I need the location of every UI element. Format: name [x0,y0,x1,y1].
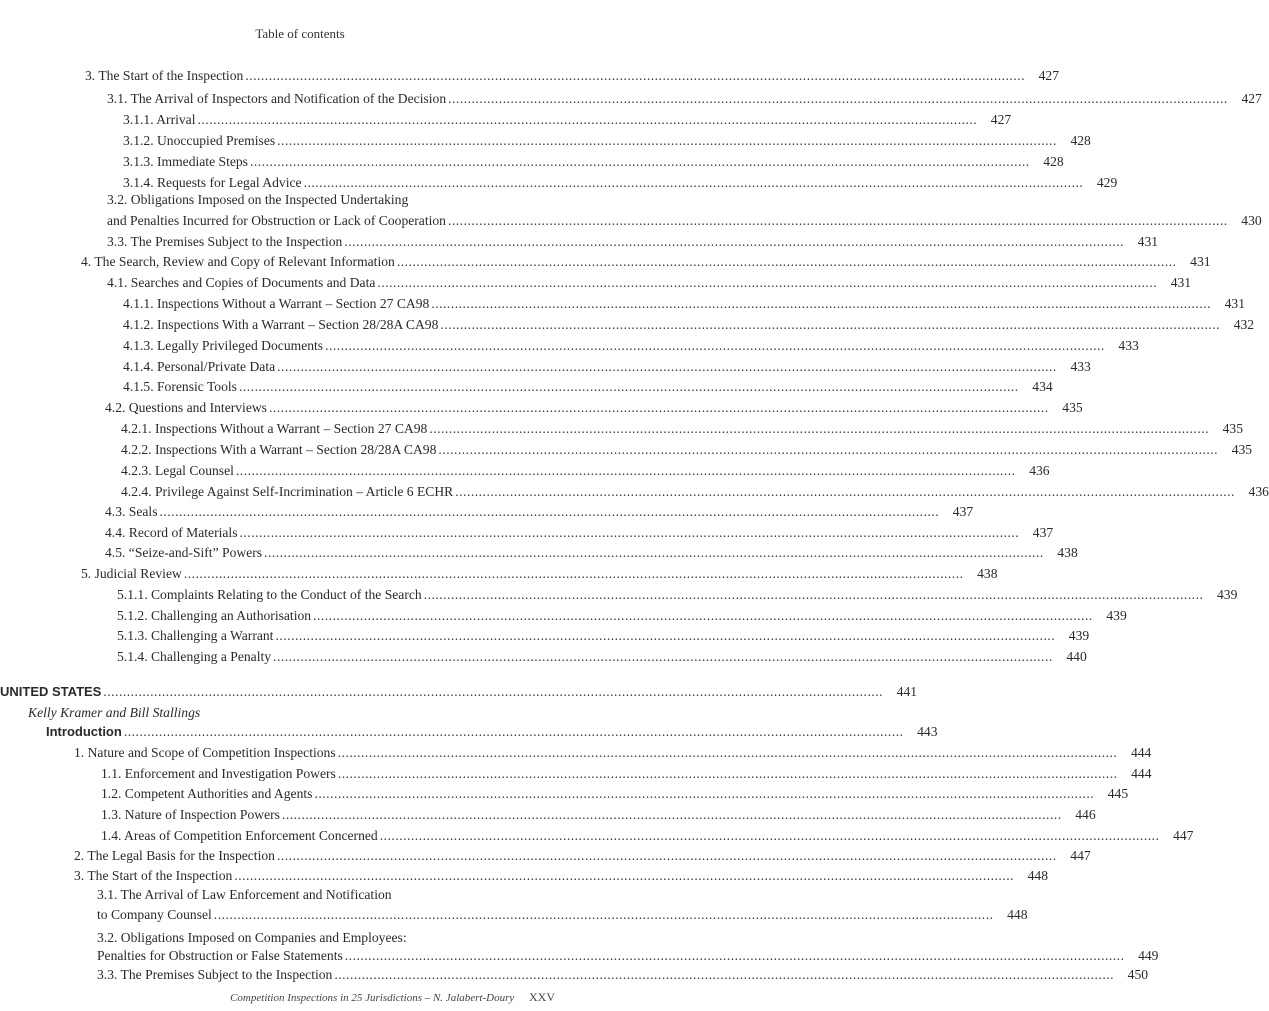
toc-entry-label: 4. The Search, Review and Copy of Relevant Information [81,254,395,269]
toc-entry [85,66,1059,86]
toc-entry-label: UNITED STATES [0,684,102,699]
toc-entry [117,626,1090,646]
toc-entry-page: 448 [1027,868,1048,883]
toc-entry [105,523,1054,543]
toc-entry-label: 3. The Start of the Inspection [85,68,244,83]
toc-entry [81,252,1211,272]
toc-entry-label: 4.1.4. Personal/Private Data [123,359,276,374]
toc-entry-label: 5.1.2. Challenging an Authorisation [117,608,312,623]
toc-entry-page: 440 [1066,649,1087,664]
toc-entry-label: 3.1. The Arrival of Inspectors and Notification of the Decision [107,91,447,106]
toc-entry-page: 449 [1138,948,1159,963]
toc-entry-label: 4.2. Questions and Interviews [105,400,267,415]
toc-entry-label: 1. Nature and Scope of Competition Inspections [74,745,336,760]
toc-entry [117,606,1127,626]
toc-entry-page: 438 [1057,545,1078,560]
toc-entry [107,273,1192,293]
toc-entry-page: 435 [1222,421,1244,436]
footer-page-number: XXV [529,990,555,1004]
toc-entry-page: 435 [1062,400,1083,415]
dot-leader: ........................................................................................................................................................................................................ [275,628,1056,643]
toc-entry-page: 432 [1233,317,1255,332]
toc-entry [107,232,1159,252]
dot-leader: ........................................................................................................................................................................................................ [234,868,1014,883]
dot-leader: ........................................................................................................................................................................................................ [447,213,1228,228]
toc-entry [107,89,1262,109]
dot-leader: ........................................................................................................................................................................................................ [448,91,1228,106]
toc-entry [117,585,1238,605]
dot-leader: ........................................................................................................................................................................................................ [277,133,1057,148]
toc-entry-label: Introduction [46,724,122,739]
toc-entry-page: 446 [1075,807,1096,822]
toc-entry-label: 5.1.3. Challenging a Warrant [117,628,274,643]
dot-leader: ........................................................................................................................................................................................................ [438,442,1219,457]
dot-leader: ........................................................................................................................................................................................................ [273,649,1053,664]
dot-leader: ........................................................................................................................................................................................................ [455,484,1235,499]
dot-leader: ........................................................................................................................................................................................................ [334,967,1115,982]
page-header: Table of contents [255,26,345,41]
toc-entry [123,131,1091,151]
toc-entry-page: 428 [1043,154,1064,169]
toc-entry-page: 430 [1241,213,1262,228]
toc-entry [74,866,1048,886]
toc-entry [123,336,1139,356]
toc-entry [101,764,1152,784]
toc-entry-page: 429 [1096,175,1118,190]
dot-leader: ........................................................................................................................................................................................................ [245,68,1025,83]
dot-leader: ........................................................................................................................................................................................................ [183,566,964,581]
toc-entry-page: 439 [1216,587,1238,602]
toc-entry-page: 444 [1131,766,1152,781]
toc-entry-label: 3.1.4. Requests for Legal Advice [123,175,302,190]
toc-entry-label: 4.2.2. Inspections With a Warrant – Section 28/28A CA98 [121,442,437,457]
toc-entry [105,398,1083,418]
toc-entry [97,965,1149,985]
toc-entry [123,152,1064,172]
dot-leader: ........................................................................................................................................................................................................ [159,504,940,519]
dot-leader: ........................................................................................................................................................................................................ [431,296,1212,311]
toc-entry [101,784,1129,804]
toc-entry-page: 433 [1118,338,1139,353]
toc-entry-page: 438 [977,566,998,581]
toc-entry [123,377,1053,397]
toc-entry [97,928,560,948]
toc-entry-page: 436 [1029,463,1050,478]
toc-entry-label: 3.3. The Premises Subject to the Inspection [107,234,343,249]
toc-entry-page: 428 [1070,133,1091,148]
toc-entry-label: 1.1. Enforcement and Investigation Powers [101,766,336,781]
toc-entry-page: 433 [1070,359,1091,374]
dot-leader: ........................................................................................................................................................................................................ [249,154,1030,169]
toc-entry-page: 447 [1173,828,1194,843]
dot-leader: ........................................................................................................................................................................................................ [429,421,1210,436]
page-footer [230,990,555,1005]
toc-entry-label: 4.1.3. Legally Privileged Documents [123,338,324,353]
toc-entry [121,440,1253,460]
dot-leader: ........................................................................................................................................................................................................ [440,317,1221,332]
toc-entry-label: 2. The Legal Basis for the Inspection [74,848,275,863]
dot-leader: ........................................................................................................................................................................................................ [314,786,1095,801]
toc-entry [105,543,1078,563]
toc-entry-page: 439 [1068,628,1090,643]
toc-entry-label: 3.1. The Arrival of Law Enforcement and Notification [97,887,392,902]
toc-entry-label: 1.3. Nature of Inspection Powers [101,807,280,822]
toc-entry [121,482,1269,502]
toc-entry-label: 4.4. Record of Materials [105,525,238,540]
toc-entry [28,703,560,723]
toc-entry [123,357,1091,377]
toc-entry-page: 427 [990,112,1012,127]
toc-entry-label: 3.1.3. Immediate Steps [123,154,248,169]
toc-entry-label: 3. The Start of the Inspection [74,868,233,883]
toc-entry [97,905,1028,925]
toc-entry [101,805,1096,825]
toc-entry [123,294,1246,314]
toc-entry [117,647,1087,667]
toc-entry-label: to Company Counsel [97,907,212,922]
toc-entry-page: 427 [1038,68,1059,83]
dot-leader: ........................................................................................................................................................................................................ [238,379,1019,394]
dot-leader: ........................................................................................................................................................................................................ [379,828,1160,843]
dot-leader: ........................................................................................................................................................................................................ [268,400,1049,415]
toc-entry-label: 3.2. Obligations Imposed on the Inspected Undertaking [107,192,409,207]
toc-entry [97,946,1159,966]
toc-entry-label: 4.1.5. Forensic Tools [123,379,237,394]
toc-entry-label: 3.1.2. Unoccupied Premises [123,133,276,148]
toc-entry [123,110,1012,130]
toc-entry-label: 4.3. Seals [105,504,158,519]
toc-entry-label: 5. Judicial Review [81,566,182,581]
toc-entry-page: 441 [896,684,918,699]
toc-entry-page: 431 [1137,234,1159,249]
dot-leader: ........................................................................................................................................................................................................ [303,175,1084,190]
toc-entry-page: 439 [1106,608,1127,623]
toc-entry [97,885,560,905]
dot-leader: ........................................................................................................................................................................................................ [325,338,1105,353]
toc-entry-label: 4.1.1. Inspections Without a Warrant – Section 27 CA98 [123,296,430,311]
dot-leader: ........................................................................................................................................................................................................ [313,608,1093,623]
toc-entry-label: Penalties for Obstruction or False Statements [97,948,343,963]
toc-entry-page: 436 [1248,484,1269,499]
dot-leader: ........................................................................................................................................................................................................ [235,463,1016,478]
toc-entry-page: 450 [1127,967,1149,982]
toc-entry [121,419,1244,439]
toc-entry-page: 431 [1224,296,1246,311]
dot-leader: ........................................................................................................................................................................................................ [197,112,978,127]
toc-entry-page: 434 [1032,379,1053,394]
toc-entry [107,190,560,210]
dot-leader: ........................................................................................................................................................................................................ [123,724,904,739]
toc-entry-label: 1.2. Competent Authorities and Agents [101,786,313,801]
toc-entry-label: 1.4. Areas of Competition Enforcement Concerned [101,828,378,843]
toc-entry [101,826,1194,846]
toc-entry-label: 5.1.4. Challenging a Penalty [117,649,272,664]
dot-leader: ........................................................................................................................................................................................................ [281,807,1062,822]
toc-entry-label: and Penalties Incurred for Obstruction or Lack of Cooperation [107,213,446,228]
dot-leader: ........................................................................................................................................................................................................ [264,545,1044,560]
dot-leader: ........................................................................................................................................................................................................ [276,848,1057,863]
toc-entry [81,564,998,584]
dot-leader: ........................................................................................................................................................................................................ [277,359,1057,374]
toc-entry-label: 3.2. Obligations Imposed on Companies and Employees: [97,930,407,945]
toc-entry [74,846,1091,866]
toc-entry-page: 435 [1231,442,1253,457]
toc-entry-page: 443 [917,724,938,739]
toc-entry [121,461,1050,481]
footer-text: Competition Inspections in 25 Jurisdictions – N. Jalabert-Doury [230,992,515,1004]
toc-entry-page: 437 [1032,525,1054,540]
toc-entry-page: 437 [952,504,974,519]
dot-leader: ........................................................................................................................................................................................................ [213,907,994,922]
toc-entry-page: 431 [1170,275,1192,290]
dot-leader: ........................................................................................................................................................................................................ [423,587,1204,602]
toc-entry-label: Kelly Kramer and Bill Stallings [28,705,201,720]
toc-entry-label: 4.2.3. Legal Counsel [121,463,234,478]
dot-leader: ........................................................................................................................................................................................................ [344,234,1125,249]
dot-leader: ........................................................................................................................................................................................................ [239,525,1020,540]
dot-leader: ........................................................................................................................................................................................................ [337,766,1118,781]
toc-entry-label: 5.1.1. Complaints Relating to the Conduct of the Search [117,587,422,602]
toc-entry-page: 448 [1007,907,1028,922]
dot-leader: ........................................................................................................................................................................................................ [377,275,1158,290]
toc-entry-page: 444 [1130,745,1152,760]
toc-entry-page: 431 [1190,254,1211,269]
toc-entry-label: 4.2.4. Privilege Against Self-Incrimination – Article 6 ECHR [121,484,454,499]
toc-entry [46,722,938,742]
dot-leader: ........................................................................................................................................................................................................ [344,948,1125,963]
dot-leader: ........................................................................................................................................................................................................ [103,684,884,699]
dot-leader: ........................................................................................................................................................................................................ [337,745,1118,760]
toc-entry-label: 4.1. Searches and Copies of Documents and Data [107,275,376,290]
toc-entry [74,743,1152,763]
dot-leader: ........................................................................................................................................................................................................ [396,254,1177,269]
toc-entry-label: 4.1.2. Inspections With a Warrant – Section 28/28A CA98 [123,317,439,332]
toc-entry-label: 3.3. The Premises Subject to the Inspection [97,967,333,982]
toc-entry [123,315,1255,335]
toc-entry [105,502,974,522]
toc-entry [107,211,1262,231]
toc-entry-label: 4.2.1. Inspections Without a Warrant – Section 27 CA98 [121,421,428,436]
toc-entry-page: 447 [1070,848,1091,863]
toc-entry-page: 445 [1107,786,1129,801]
toc-entry-label: 3.1.1. Arrival [123,112,196,127]
toc-entry-page: 427 [1241,91,1262,106]
toc-entry-label: 4.5. “Seize-and-Sift” Powers [105,545,263,560]
toc-entry [0,682,918,702]
